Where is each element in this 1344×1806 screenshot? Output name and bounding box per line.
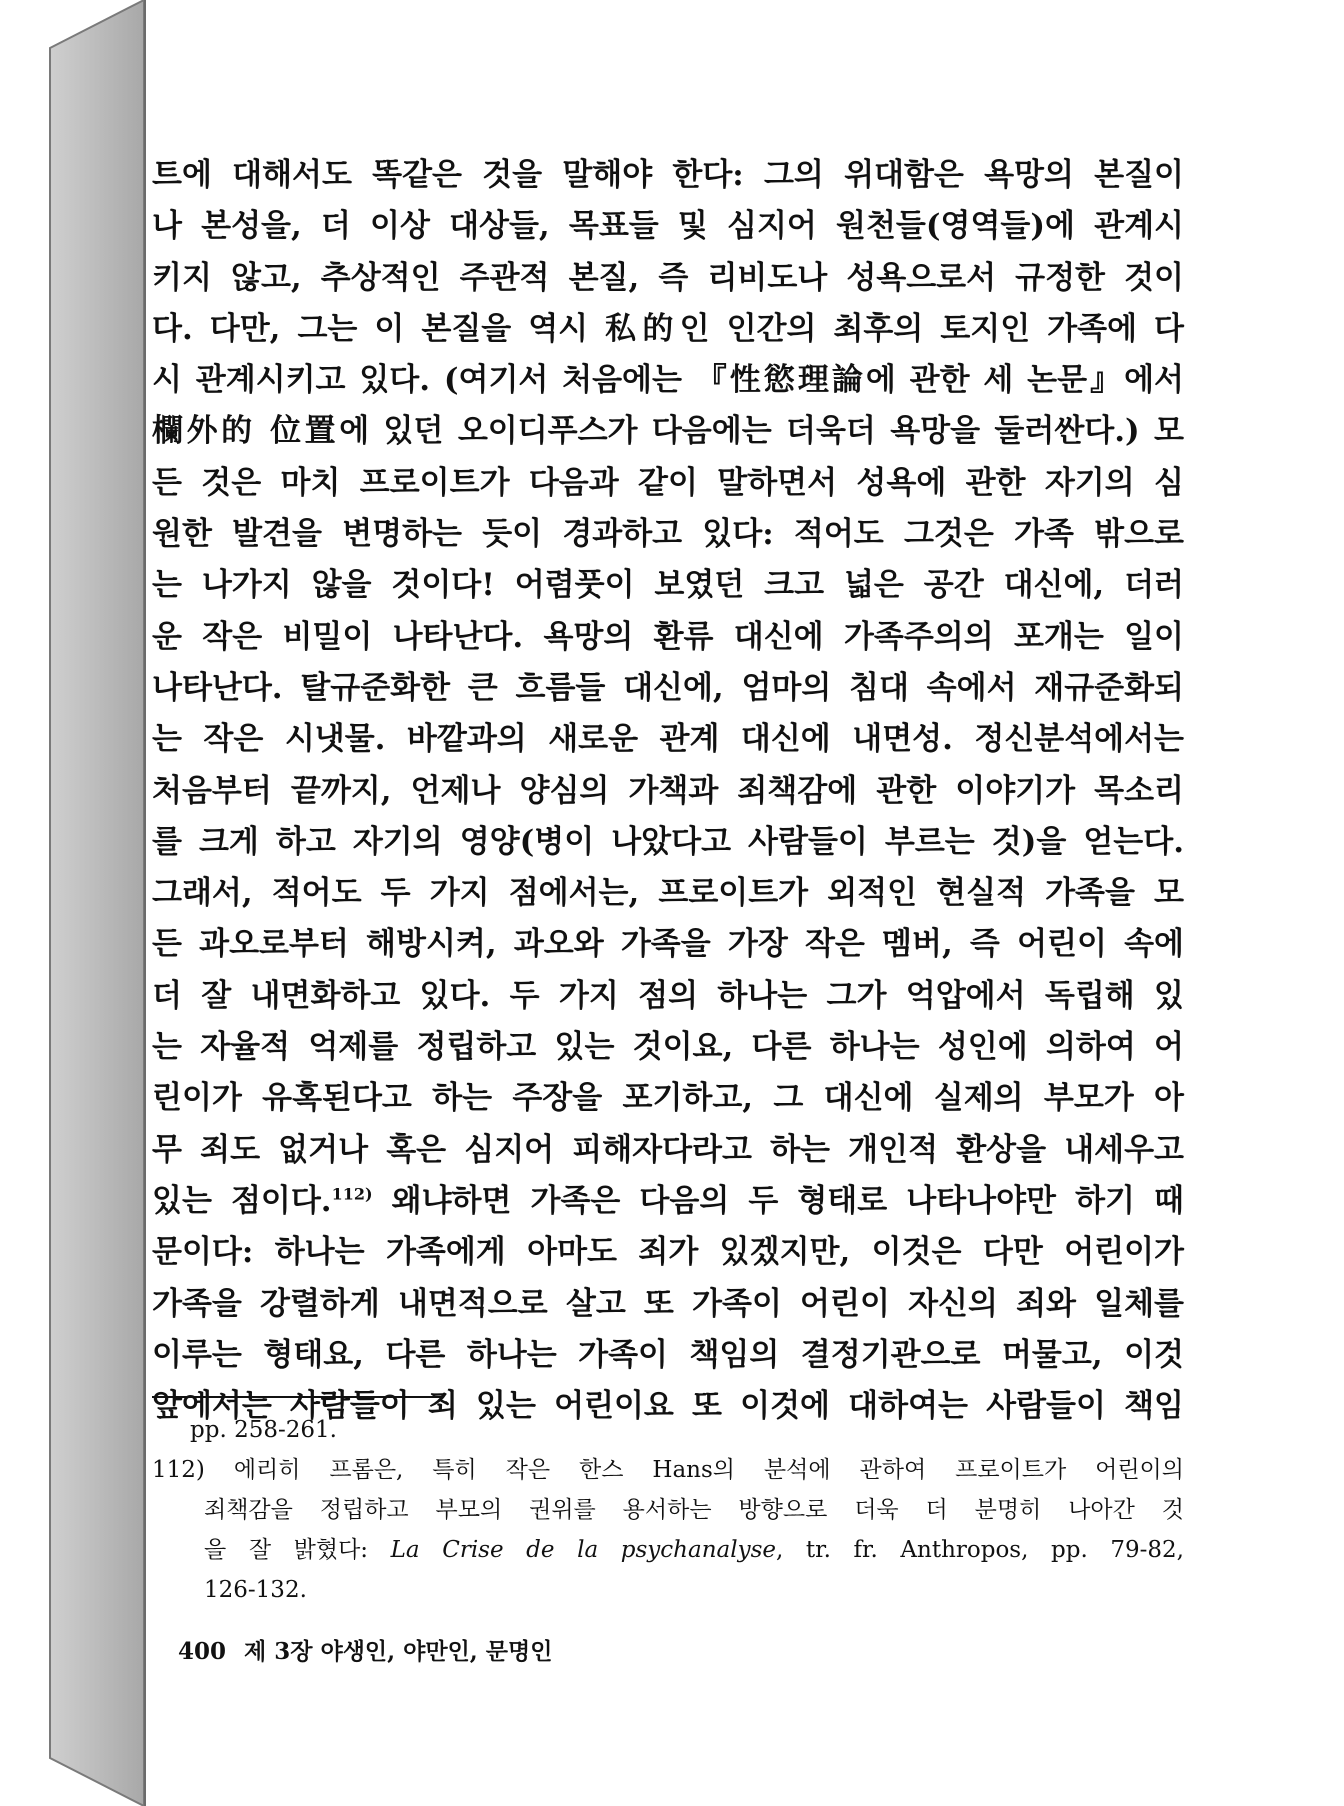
chapter-title: 제 3장 야생인, 야만인, 문명인 — [244, 1638, 553, 1665]
text-line: 키지 않고, 추상적인 주관적 본질, 즉 리비도나 성욕으로서 규정한 것이 — [152, 259, 1184, 296]
text-line: 시 관계시키고 있다. (여기서 처음에는 『性慾理論에 관한 세 논문』에서 — [152, 362, 1184, 399]
footnote-text: 을 잘 밝혔다: — [204, 1537, 391, 1563]
footnote-112-line — [152, 1530, 1184, 1570]
text-line: 린이가 유혹된다고 하는 주장을 포기하고, 그 대신에 실제의 부모가 아 — [152, 1080, 1184, 1117]
text-line: 나 본성을, 더 이상 대상들, 목표들 및 심지어 원천들(영역들)에 관계시 — [152, 208, 1184, 245]
text-line: 무 죄도 없거나 혹은 심지어 피해자다라고 하는 개인적 환상을 내세우고 — [152, 1131, 1184, 1168]
footnote-label: 112) — [152, 1457, 205, 1483]
footnote-text: 에리히 프롬은, 특히 작은 한스 Hans의 분석에 관하여 프로이트가 어린이의 — [233, 1457, 1184, 1483]
text-line: 를 크게 하고 자기의 영양(병이 나았다고 사람들이 부르는 것)을 얻는다. — [152, 823, 1184, 860]
text-line: 더 잘 내면화하고 있다. 두 가지 점의 하나는 그가 억압에서 독립해 있 — [152, 977, 1184, 1014]
text-line: 가족을 강렬하게 내면적으로 살고 또 가족이 어린이 자신의 죄와 일체를 — [152, 1285, 1184, 1322]
text-line: 는 자율적 억제를 정립하고 있는 것이요, 다른 하나는 성인에 의하여 어 — [152, 1029, 1184, 1066]
text-line: 원한 발견을 변명하는 듯이 경과하고 있다: 적어도 그것은 가족 밖으로 — [152, 516, 1184, 553]
text-line: 欄外的 位置에 있던 오이디푸스가 다음에는 더욱더 욕망을 둘러싼다.) 모 — [152, 413, 1184, 450]
page-number: 400 — [178, 1638, 227, 1665]
text-line: 는 나가지 않을 것이다! 어렴풋이 보였던 크고 넓은 공간 대신에, 더러 — [152, 567, 1184, 604]
footnote-divider — [152, 1396, 442, 1398]
footnote-continuation: pp. 258-261. — [190, 1417, 337, 1443]
footnote-book-title: La Crise de la psychanalyse — [390, 1537, 776, 1563]
text-segment: 왜냐하면 가족은 다음의 두 형태로 나타나야만 하기 때 — [372, 1182, 1184, 1219]
text-segment: 있는 점이다. — [152, 1182, 332, 1219]
footnote-112-line: 126-132. — [204, 1577, 307, 1603]
text-line: 든 것은 마치 프로이트가 다음과 같이 말하면서 성욕에 관한 자기의 심 — [152, 464, 1184, 501]
text-line: 다. 다만, 그는 이 본질을 역시 私的인 인간의 최후의 토지인 가족에 다 — [152, 310, 1184, 347]
body-text — [152, 150, 1184, 1432]
text-line: 이루는 형태요, 다른 하나는 가족이 책임의 결정기관으로 머물고, 이것 — [152, 1336, 1184, 1373]
footnote-112-line — [152, 1450, 1184, 1490]
text-line: 나타난다. 탈규준화한 큰 흐름들 대신에, 엄마의 침대 속에서 재규준화되 — [152, 669, 1184, 706]
text-line: 트에 대해서도 똑같은 것을 말해야 한다: 그의 위대함은 욕망의 본질이 — [152, 157, 1184, 193]
text-line: 앞에서는 사람들이 죄 있는 어린이요 또 이것에 대하여는 사람들이 책임 — [152, 1388, 1184, 1425]
footnote-112-line: 죄책감을 정립하고 부모의 권위를 용서하는 방향으로 더욱 더 분명히 나아간 것 — [204, 1497, 1184, 1523]
text-line: 처음부터 끝까지, 언제나 양심의 가책과 죄책감에 관한 이야기가 목소리 — [152, 772, 1184, 809]
page-footer — [178, 1633, 552, 1666]
text-line: 든 과오로부터 해방시켜, 과오와 가족을 가장 작은 멤버, 즉 어린이 속에 — [152, 926, 1184, 963]
text-line: 문이다: 하나는 가족에게 아마도 죄가 있겠지만, 이것은 다만 어린이가 — [152, 1234, 1184, 1271]
text-line-with-footnote-ref — [152, 1176, 1184, 1227]
footnote-reference: 112) — [331, 1184, 373, 1204]
footnote-text: , tr. fr. Anthropos, pp. 79-82, — [776, 1537, 1184, 1563]
footnotes — [152, 1410, 1184, 1610]
text-line: 는 작은 시냇물. 바깥과의 새로운 관계 대신에 내면성. 정신분석에서는 — [152, 721, 1184, 758]
text-line: 그래서, 적어도 두 가지 점에서는, 프로이트가 외적인 현실적 가족을 모 — [152, 875, 1184, 912]
text-line: 운 작은 비밀이 나타난다. 욕망의 환류 대신에 가족주의의 포개는 일이 — [152, 618, 1184, 655]
